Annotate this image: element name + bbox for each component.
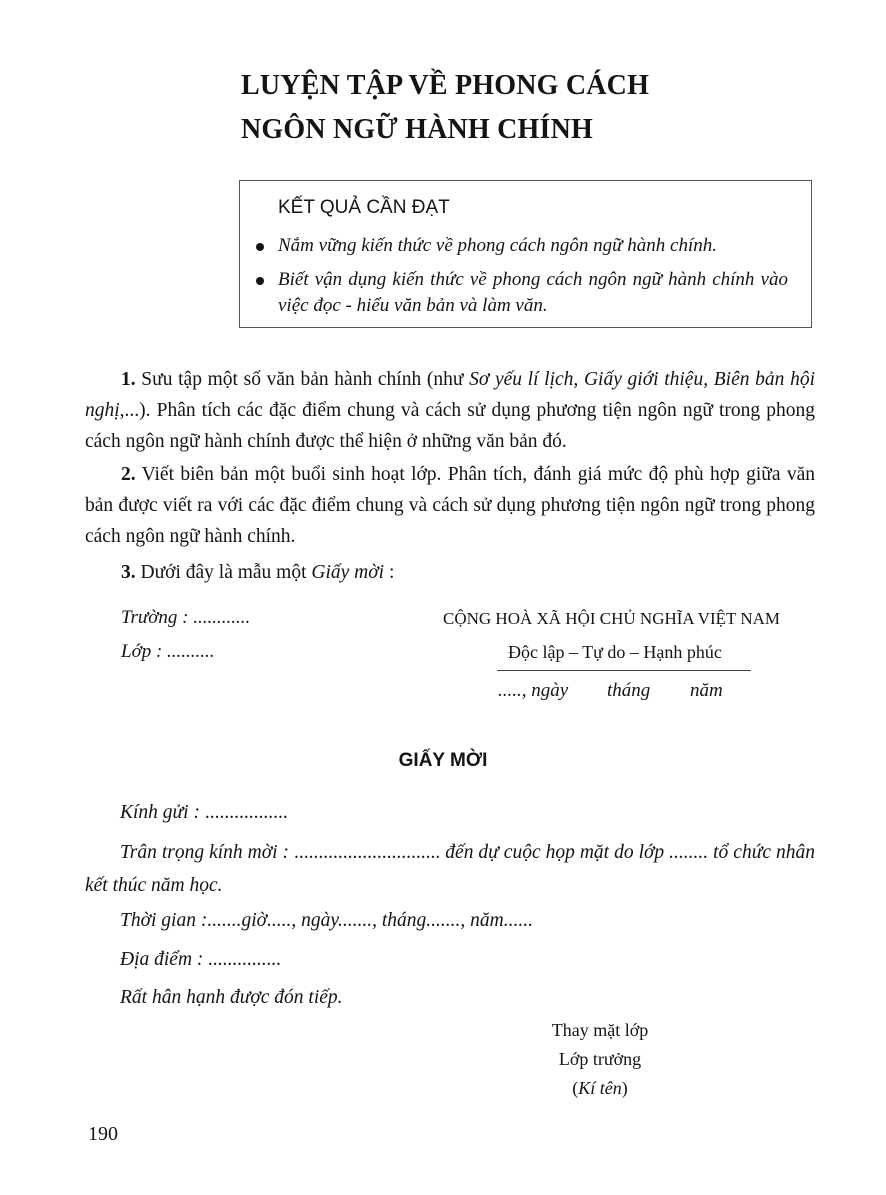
- bullet-icon: [256, 243, 264, 251]
- invitation-label: Trân trọng kính mời :: [120, 842, 295, 863]
- page-number: 190: [88, 1123, 118, 1145]
- recipient-line: [85, 796, 815, 829]
- invitee-dots: ..............................: [294, 842, 441, 863]
- learning-outcome-item: [278, 267, 788, 319]
- exercise-2: [85, 459, 815, 552]
- motto-underline: [497, 670, 751, 671]
- signature-role: Lớp trưởng: [558, 1049, 642, 1069]
- learning-outcome-text: Biết vận dụng kiến thức về phong cách ngôn ngữ hành chính vào việc đọc - hiểu văn bản và làm văn.: [278, 269, 788, 316]
- signature-note-open: (: [572, 1078, 579, 1098]
- invitation-rest: đến dự cuộc họp mặt do lớp ........ tổ chức nhân kết thúc năm học.: [85, 842, 815, 896]
- signature-note-text: Kí tên: [578, 1078, 622, 1098]
- time-line: Thời gian :.......giờ....., ngày......., tháng......., năm......: [120, 910, 533, 931]
- exercise-3-italic: Giấy mời: [311, 562, 385, 583]
- exercise-1-text-a: Sưu tập một số văn bản hành chính (như: [135, 369, 470, 390]
- lesson-title-line-2: NGÔN NGỮ HÀNH CHÍNH: [241, 114, 593, 145]
- lesson-title: [241, 64, 841, 152]
- exercise-3-number: 3.: [121, 562, 136, 583]
- lesson-title-line-1: LUYỆN TẬP VỀ PHONG CÁCH: [241, 70, 650, 101]
- bullet-icon: [256, 277, 264, 285]
- date-month: tháng: [607, 680, 651, 701]
- exercise-3: [85, 557, 815, 588]
- learning-outcomes-heading: KẾT QUẢ CẦN ĐẠT: [278, 197, 450, 218]
- recipient-label: Kính gửi :: [120, 802, 205, 823]
- class-field: Lớp : ..........: [121, 641, 215, 662]
- date-day: ....., ngày: [498, 680, 569, 701]
- invitation-line: [85, 836, 815, 902]
- date-year: năm: [690, 680, 723, 701]
- exercise-3-suffix: :: [384, 562, 395, 583]
- recipient-dots: .................: [204, 802, 288, 823]
- exercise-2-number: 2.: [121, 464, 136, 485]
- learning-outcome-text: Nắm vững kiến thức về phong cách ngôn ngữ hành chính.: [278, 235, 717, 256]
- exercise-2-text: Viết biên bản một buổi sinh hoạt lớp. Phân tích, đánh giá mức độ phù hợp giữa văn bản được viết ra với các đặc điểm chung và cách sử dụng phương tiện ngôn ngữ trong phong cách ngôn ngữ hành chính.: [85, 464, 815, 547]
- closing-line: Rất hân hạnh được đón tiếp.: [120, 987, 343, 1008]
- learning-outcome-item: [278, 233, 788, 259]
- national-motto: Độc lập – Tự do – Hạnh phúc: [508, 642, 722, 662]
- learning-outcomes-box: [239, 180, 812, 328]
- exercise-1-number: 1.: [121, 369, 136, 390]
- place-line: Địa điểm : ...............: [120, 949, 282, 970]
- exercise-1-italic: Sơ yếu lí lịch, Giấy giới thiệu, Biên bản hội nghị: [85, 369, 815, 421]
- invitation-title: GIẤY MỜI: [398, 750, 488, 771]
- school-field: Trường : ............: [121, 607, 251, 628]
- exercise-3-text: Dưới đây là mẫu một: [135, 562, 312, 583]
- signature-note-close: ): [621, 1078, 628, 1098]
- exercise-1-text-b: ,...). Phân tích các đặc điểm chung và cách sử dụng phương tiện ngôn ngữ trong phong cách ngôn ngữ hành chính được thể hiện ở những văn bản đó.: [85, 400, 815, 452]
- signature-on-behalf: Thay mặt lớp: [551, 1020, 649, 1040]
- signature-note: [460, 1074, 740, 1103]
- national-name: CỘNG HOÀ XÃ HỘI CHỦ NGHĨA VIỆT NAM: [443, 609, 781, 628]
- exercise-1: [85, 364, 815, 457]
